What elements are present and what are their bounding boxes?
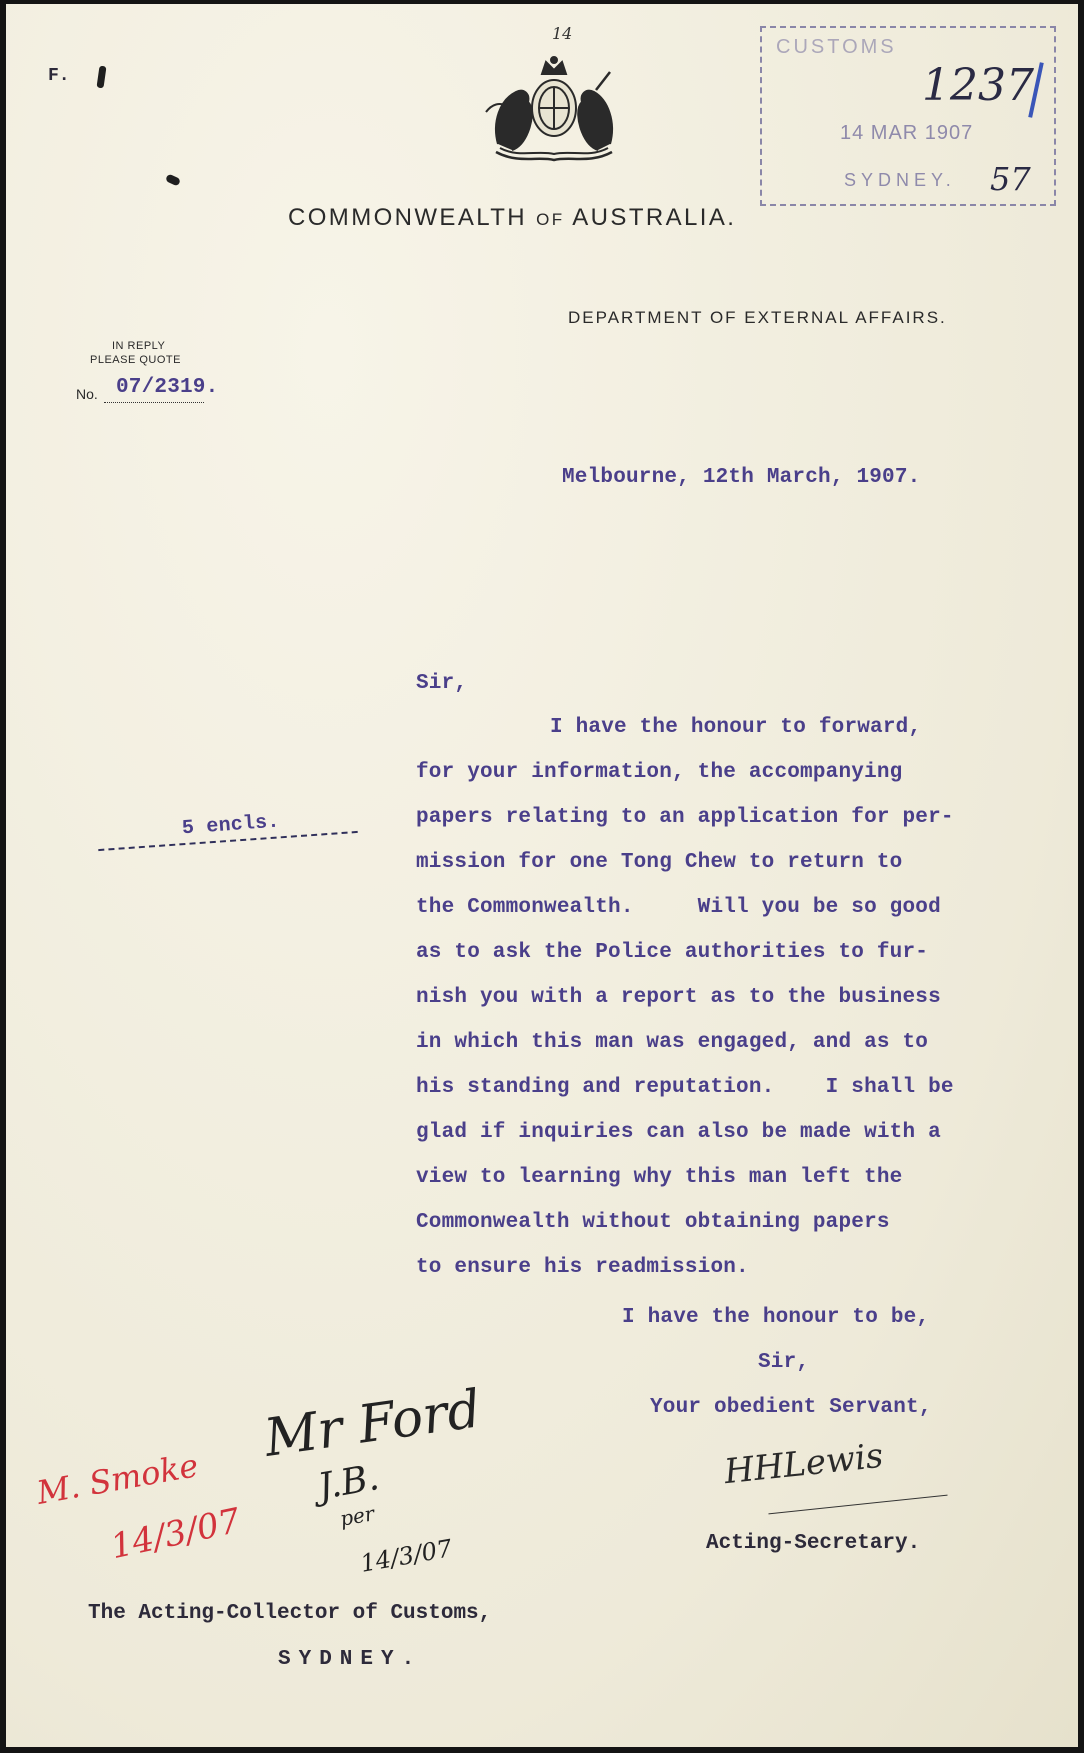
body-line-3: papers relating to an application for per- xyxy=(416,806,954,829)
body-line-6: as to ask the Police authorities to fur- xyxy=(416,941,929,964)
place-date: Melbourne, 12th March, 1907. xyxy=(562,466,921,489)
addressee: The Acting-Collector of Customs, xyxy=(88,1602,492,1625)
department-name: DEPARTMENT OF EXTERNAL AFFAIRS. xyxy=(568,308,947,327)
body-line-7: nish you with a report as to the business xyxy=(416,986,941,1009)
received-stamp xyxy=(760,26,1056,206)
enclosures-note: 5 encls. xyxy=(181,810,281,841)
red-annotation-date: 14/3/07 xyxy=(107,1500,244,1568)
closing-line-1: I have the honour to be, xyxy=(622,1306,930,1329)
letter-page xyxy=(6,4,1078,1747)
body-line-4: mission for one Tong Chew to return to xyxy=(416,851,903,874)
closing-line-3: Your obedient Servant, xyxy=(650,1396,932,1419)
reply-line-2: PLEASE QUOTE xyxy=(90,354,181,366)
ink-blot xyxy=(97,66,107,89)
red-annotation-note: M. Smoke xyxy=(33,1446,202,1512)
stamp-annotation: 57 xyxy=(990,160,1031,198)
body-line-13: to ensure his readmission. xyxy=(416,1256,749,1279)
file-mark: F. xyxy=(48,66,70,86)
body-line-1: I have the honour to forward, xyxy=(550,716,922,739)
body-line-8: in which this man was engaged, and as to xyxy=(416,1031,929,1054)
annotation-date: 14/3/07 xyxy=(358,1534,455,1578)
body-line-2: for your information, the accompanying xyxy=(416,761,903,784)
body-line-10: glad if inquiries can also be made with a xyxy=(416,1121,941,1144)
annotation-initials: J.B. xyxy=(314,1457,383,1508)
title-main-2: AUSTRALIA. xyxy=(572,204,737,231)
stamp-place: SYDNEY. xyxy=(844,170,956,190)
addressee-city: SYDNEY. xyxy=(278,1648,423,1671)
signature-flourish xyxy=(768,1495,947,1515)
coat-of-arms-icon xyxy=(478,52,630,164)
title-of: OF xyxy=(536,210,565,229)
body-line-5: the Commonwealth. Will you be so good xyxy=(416,896,941,919)
ink-mark xyxy=(165,173,181,186)
reply-number-underline xyxy=(104,402,204,403)
annotation-per: per xyxy=(338,1501,377,1531)
page-title xyxy=(288,204,736,232)
page-number: 14 xyxy=(552,24,573,43)
title-main-1: COMMONWEALTH xyxy=(288,204,528,231)
signatory-title: Acting-Secretary. xyxy=(706,1532,921,1555)
body-line-12: Commonwealth without obtaining papers xyxy=(416,1211,890,1234)
stamp-number: 1237 xyxy=(922,60,1034,111)
reply-line-1: IN REPLY xyxy=(112,340,166,352)
reply-number: 07/2319. xyxy=(116,376,219,399)
signature: HHLewis xyxy=(722,1435,886,1493)
salutation: Sir, xyxy=(416,672,468,695)
stamp-date: 14 MAR 1907 xyxy=(840,122,974,144)
stamp-office: CUSTOMS xyxy=(776,36,897,58)
annotation-name: Mr Ford xyxy=(260,1379,485,1469)
reply-number-prefix: No. xyxy=(76,386,98,402)
body-line-9: his standing and reputation. I shall be xyxy=(416,1076,954,1099)
body-line-11: view to learning why this man left the xyxy=(416,1166,903,1189)
closing-line-2: Sir, xyxy=(758,1351,810,1374)
